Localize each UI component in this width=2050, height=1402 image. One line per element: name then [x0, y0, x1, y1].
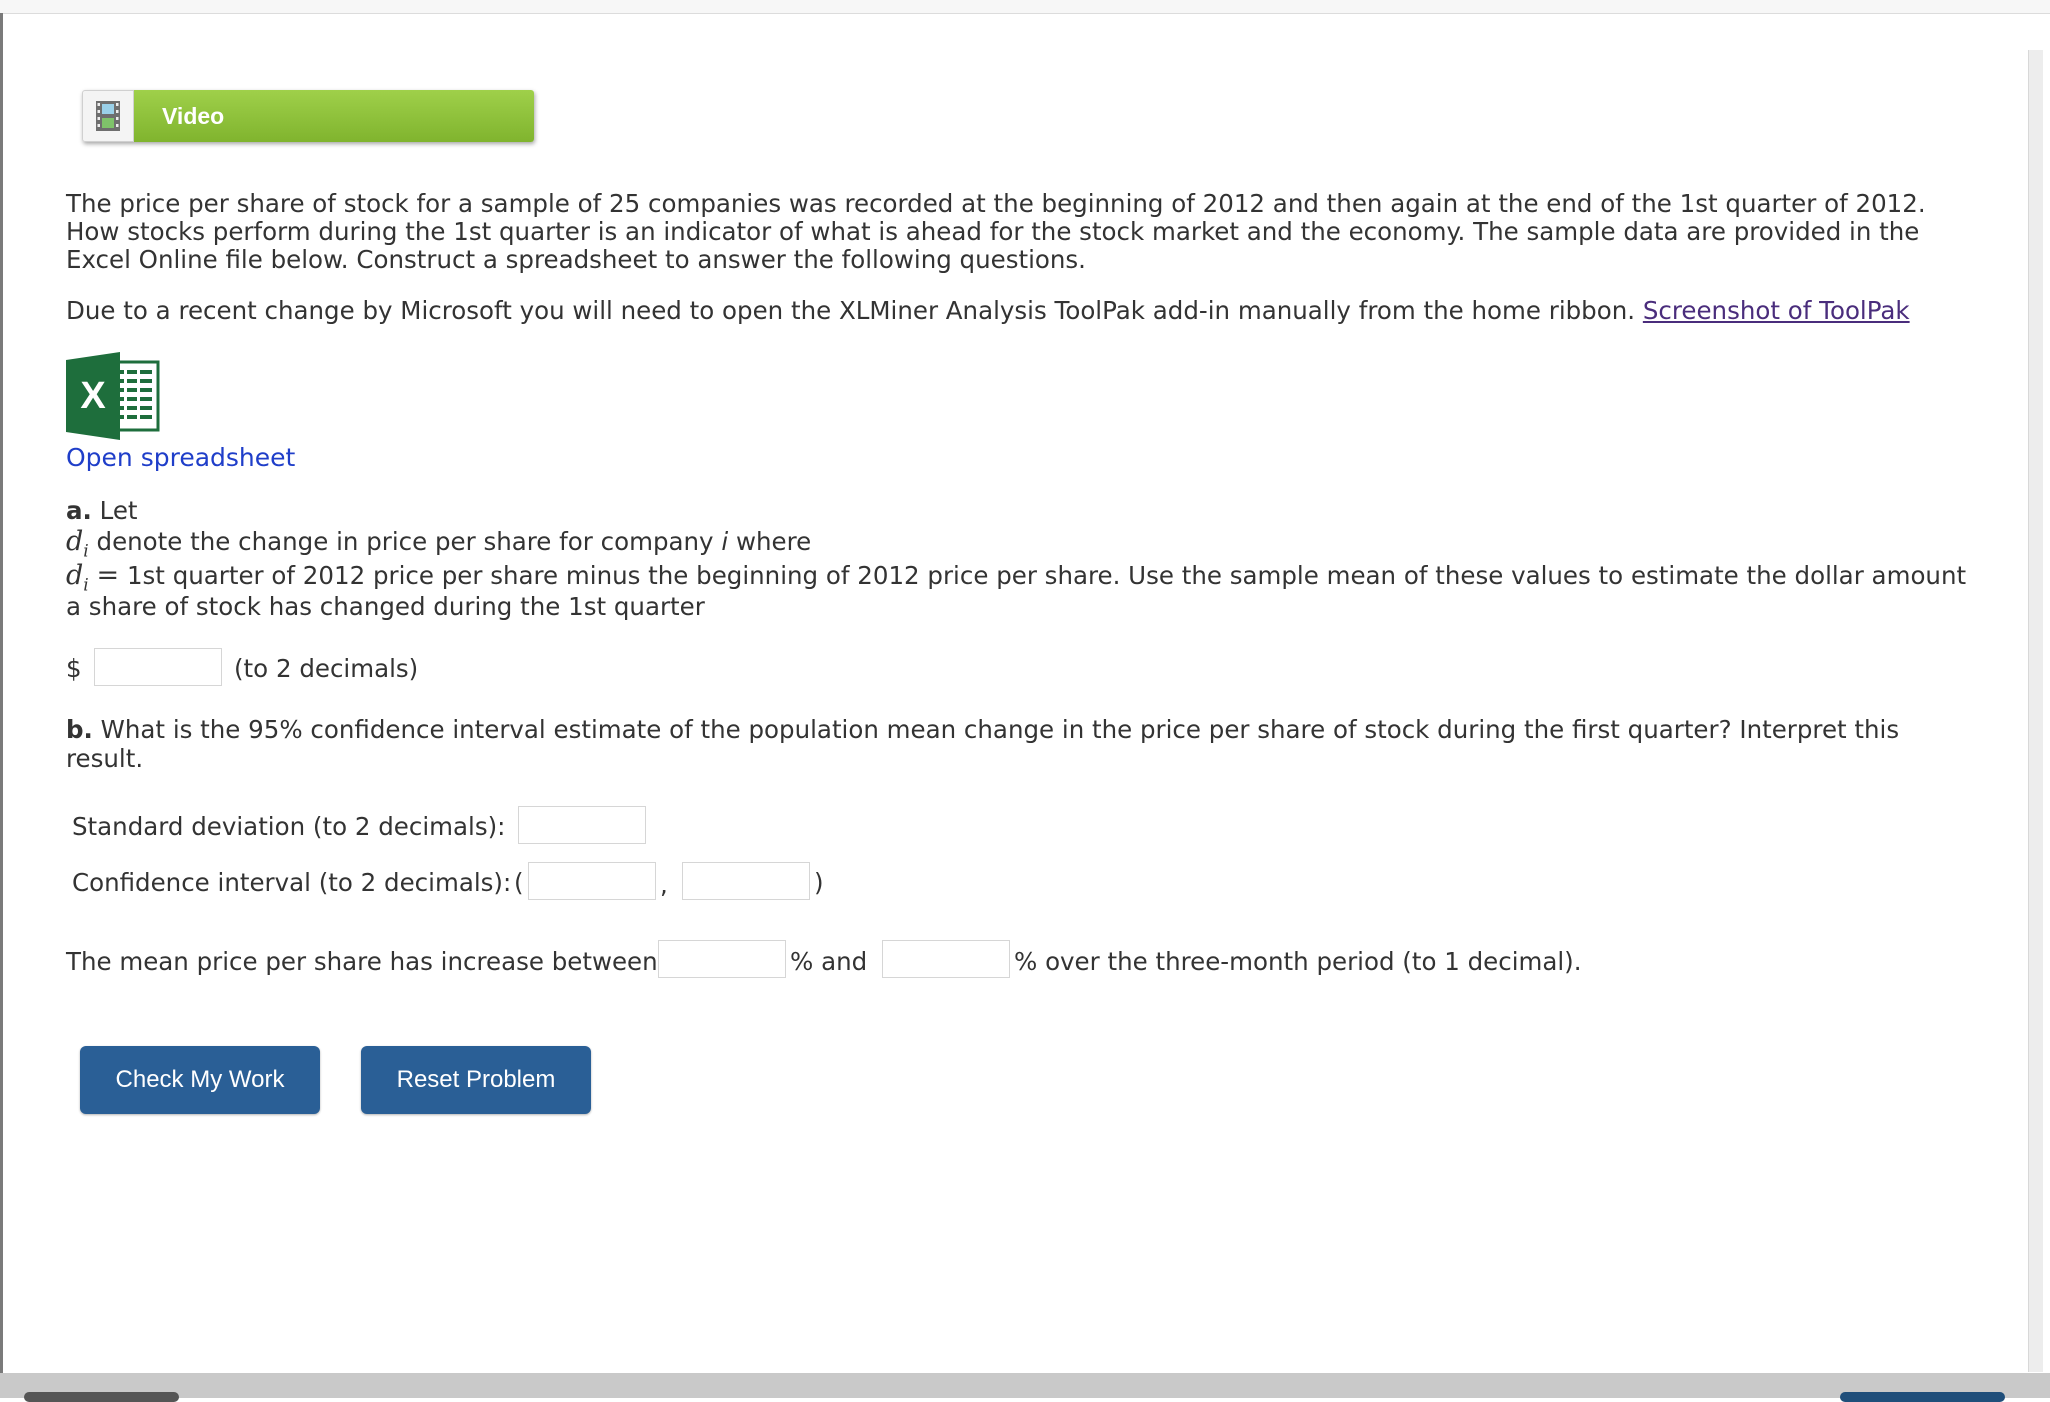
part-a-text-3: 1st quarter of 2012 price per share minus the beginning of 2012 price per share. Use the sample mean of these values to estimate the dollar amount [126, 561, 1967, 590]
scrollbar-track[interactable] [2028, 50, 2043, 1372]
notice-paragraph [66, 297, 1966, 325]
equals-sign: = [96, 560, 120, 591]
frame-left-border [0, 13, 3, 1373]
mean-increase-text-1: The mean price per share has increase between [66, 947, 658, 976]
bottom-left-tab[interactable] [24, 1392, 179, 1402]
open-spreadsheet-link[interactable]: Open spreadsheet [66, 443, 296, 472]
toolpak-screenshot-link[interactable]: Screenshot of ToolPak [1642, 296, 1910, 325]
ci-upper-input[interactable] [682, 862, 810, 900]
mean-change-input[interactable] [94, 648, 222, 686]
part-b-line-2: result. [66, 744, 144, 773]
part-b-letter: b. [66, 715, 93, 744]
mean-change-hint: (to 2 decimals) [234, 654, 419, 683]
check-my-work-button[interactable]: Check My Work [80, 1046, 320, 1114]
part-a-line-3: a share of stock has changed during the 1st quarter [66, 592, 705, 621]
percent-lower-input[interactable] [658, 940, 786, 978]
ci-close-paren: ) [814, 868, 824, 897]
ci-lower-input[interactable] [528, 862, 656, 900]
notice-line [66, 297, 1966, 325]
part-a-text-1: denote the change in price per share for company [96, 527, 714, 556]
di-var-2: d [66, 560, 84, 591]
top-strip [0, 0, 2050, 14]
intro-line-1: The price per share of stock for a sample of 25 companies was recorded at the beginning of 2012 and then again at the end of the 1st quarter of 2012. [66, 189, 1926, 218]
std-dev-input[interactable] [518, 806, 646, 844]
film-icon-box [82, 90, 134, 142]
std-dev-label: Standard deviation (to 2 decimals): [72, 812, 506, 841]
intro-paragraph [66, 190, 1966, 274]
video-label-box [134, 90, 534, 142]
reset-problem-button[interactable]: Reset Problem [361, 1046, 591, 1114]
part-a-line-0 [66, 497, 138, 525]
part-b-text-1: What is the 95% confidence interval estimate of the population mean change in the price per share of stock during the first quarter? Interpret this [100, 715, 1900, 744]
intro-line-3: Excel Online file below. Construct a spreadsheet to answer the following questions. [66, 245, 1086, 274]
di-var: d [66, 526, 84, 557]
video-label: Video [162, 102, 225, 129]
svg-text:X: X [80, 375, 106, 417]
bottom-bar [0, 1373, 2050, 1398]
bottom-right-tab[interactable] [1840, 1392, 2005, 1402]
di-variable-2 [66, 560, 89, 596]
ci-label: Confidence interval (to 2 decimals): [72, 868, 512, 897]
company-index: i [721, 527, 729, 556]
ci-comma: , [660, 870, 668, 899]
part-a-text-2: where [735, 527, 812, 556]
di-sub: i [83, 541, 89, 562]
film-icon [95, 100, 121, 132]
di-sub-2: i [83, 575, 89, 596]
notice-text: Due to a recent change by Microsoft you will need to open the XLMiner Analysis ToolPak add-in manually from the home ribbon. [66, 296, 1636, 325]
di-variable [66, 526, 89, 562]
part-a-letter: a. [66, 496, 92, 525]
ci-open-paren: ( [514, 868, 524, 897]
intro-line-2: How stocks perform during the 1st quarter is an indicator of what is ahead for the stock market and the economy. The sample data are provided in the [66, 217, 1920, 246]
part-a-line-1 [66, 528, 811, 565]
part-b-line-1 [66, 716, 1899, 744]
excel-icon[interactable] [66, 352, 161, 440]
percent-and-text: % and [790, 947, 868, 976]
dollar-sign: $ [66, 654, 82, 683]
part-a-lead: Let [99, 496, 138, 525]
video-button[interactable] [82, 90, 534, 142]
percent-upper-input[interactable] [882, 940, 1010, 978]
mean-increase-text-2: % over the three-month period (to 1 decimal). [1014, 947, 1582, 976]
